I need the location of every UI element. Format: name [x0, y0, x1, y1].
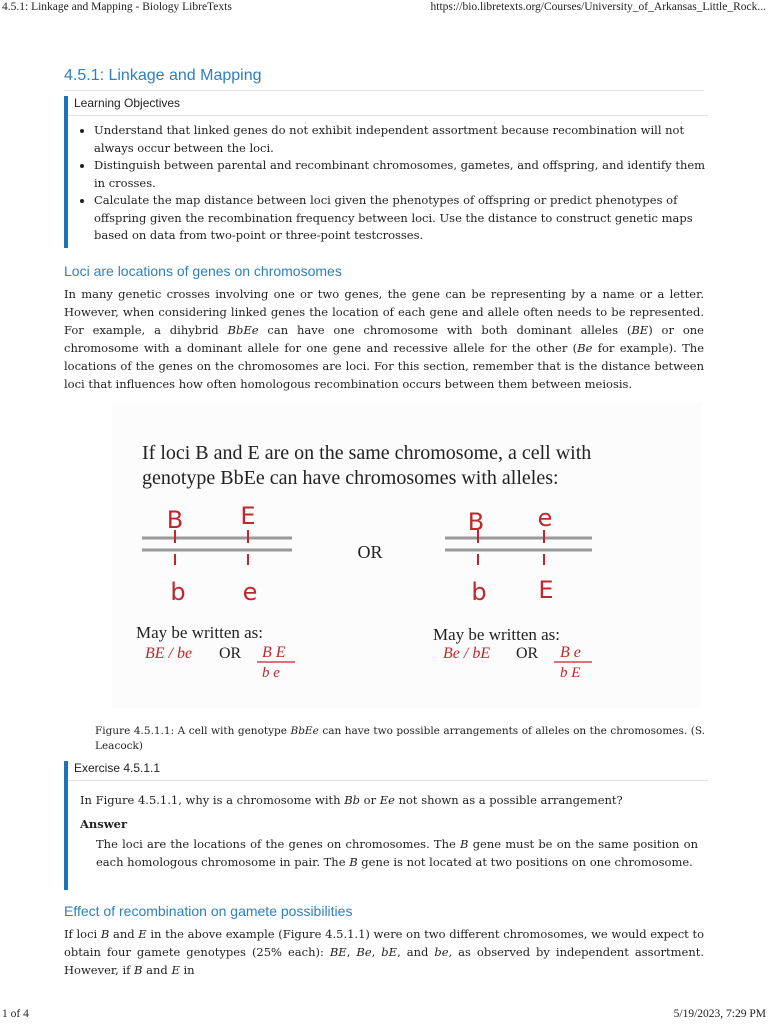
- section-loci-paragraph: [64, 285, 704, 393]
- print-tab-title: 4.5.1: Linkage and Mapping - Biology LibreTexts: [2, 1, 232, 13]
- text: not shown as a possible arrangement?: [394, 793, 623, 807]
- exercise-heading: Exercise 4.5.1.1: [74, 761, 161, 775]
- text: can have two possible arrangements of alleles on the chromosomes. (S. Leacock): [95, 725, 705, 752]
- fraction-top: B E: [262, 644, 286, 661]
- allele-term: B: [460, 837, 469, 851]
- exercise-question: [80, 791, 708, 809]
- genotype-term: be: [434, 945, 449, 959]
- genotype-term: BE: [329, 945, 347, 959]
- allele-label: e: [242, 578, 258, 606]
- title-divider: [64, 90, 704, 91]
- genotype-term: Bb: [344, 793, 360, 807]
- allele-term: B: [100, 927, 110, 941]
- answer-toggle[interactable]: Answer: [80, 817, 128, 831]
- allele-term: B: [349, 855, 358, 869]
- allele-label: b: [471, 578, 487, 606]
- objectives-heading: Learning Objectives: [74, 96, 181, 110]
- notation-or: OR: [219, 645, 242, 662]
- allele-label: E: [538, 576, 554, 604]
- text: ,: [371, 945, 382, 959]
- page-count: 1 of 4: [2, 1008, 29, 1020]
- text: and: [109, 927, 139, 941]
- answer-text: [96, 835, 698, 871]
- written-as-label: May be written as:: [433, 625, 560, 644]
- written-as-label: May be written as:: [136, 623, 263, 642]
- text: In many genetic crosses involving one or two genes, the gene can be representing by a name or a letter. However, when considering linked genes the location of each gene and allele often needs to be represented. For example, a dihybrid: [64, 287, 704, 337]
- text: and: [142, 963, 172, 977]
- right-notation: [433, 625, 592, 681]
- left-notation: [136, 623, 295, 681]
- figure-caption: [95, 724, 705, 754]
- genotype-term: BbEe: [290, 725, 319, 737]
- allele-label: B: [467, 508, 485, 536]
- objectives-list: [68, 122, 708, 245]
- text: , as observed by independent assortment. However, if: [64, 945, 705, 977]
- allele-label: E: [240, 502, 256, 530]
- text: , and: [397, 945, 435, 959]
- fraction-top: B e: [560, 644, 581, 661]
- right-chromosome-pair: [445, 504, 592, 606]
- text: gene must be on the same position on each homologous chromosome in pair. The: [96, 837, 698, 869]
- allele-term: E: [171, 963, 180, 977]
- objective-item: • Calculate the map distance between loci given the phenotypes of offspring or predict phenotypes of offspring given the recombination frequency between loci. Use the distance to construct genetic maps based on data from two-point or three-point testcrosses.: [94, 192, 708, 245]
- allele-label: e: [537, 504, 553, 532]
- genotype-term: bE: [381, 945, 398, 959]
- text: ) or one chromosome with a dominant allele for one gene and recessive allele for the other (: [64, 323, 704, 355]
- genotype-term: Be: [356, 945, 372, 959]
- print-footer: [0, 1008, 768, 1024]
- allele-term: Be: [577, 341, 593, 355]
- figure-line-1: If loci B and E are on the same chromosome, a cell with: [142, 442, 592, 464]
- or-label: OR: [357, 542, 383, 562]
- genotype-term: Ee: [379, 793, 395, 807]
- allele-label: b: [170, 578, 186, 606]
- text: Figure 4.5.1.1: A cell with genotype: [95, 725, 291, 737]
- section-heading-recombination: Effect of recombination on gamete possibilities: [64, 903, 353, 919]
- learning-objectives-box: [64, 96, 708, 248]
- fraction-bottom: b e: [262, 665, 280, 681]
- objective-item: • Understand that linked genes do not exhibit independent assortment because recombination will not always occur between the loci.: [94, 122, 708, 157]
- text: can have one chromosome with both dominant alleles (: [258, 323, 632, 337]
- genotype-term: BbEe: [227, 323, 259, 337]
- text: in the above example (Figure 4.5.1.1) were on two different chromosomes, we would expect to obtain four gamete genotypes (25% each):: [64, 927, 704, 959]
- exercise-divider: [68, 780, 708, 781]
- section-recombination-paragraph: [64, 925, 704, 979]
- inline-notation: BE / be: [145, 645, 193, 662]
- text: in: [179, 963, 195, 977]
- left-chromosome-pair: [142, 502, 292, 606]
- text: If loci: [64, 927, 101, 941]
- text: for example). The locations of the genes on the chromosomes are loci. For this section, remember that is the distance between loci that influences how often homologous recombination occurs between them between meiosis.: [64, 341, 704, 391]
- text: gene is not located at two positions on one chromosome.: [357, 855, 693, 869]
- allele-term: B: [134, 963, 143, 977]
- allele-term: E: [138, 927, 147, 941]
- chromosome-figure: [112, 402, 702, 708]
- allele-label: B: [166, 506, 184, 534]
- text: ,: [346, 945, 357, 959]
- fraction-bottom: b E: [560, 665, 581, 681]
- allele-term: BE: [631, 323, 649, 337]
- notation-or: OR: [516, 645, 539, 662]
- exercise-box: [64, 761, 708, 890]
- objective-item: • Distinguish between parental and recombinant chromosomes, gametes, and offspring, and identify them in crosses.: [94, 157, 708, 192]
- print-url[interactable]: https://bio.libretexts.org/Courses/University_of_Arkansas_Little_Rock...: [430, 1, 766, 13]
- section-heading-loci: Loci are locations of genes on chromosomes: [64, 263, 342, 279]
- objectives-divider: [68, 115, 708, 116]
- figure-line-2: genotype BbEe can have chromosomes with alleles:: [142, 467, 559, 489]
- text: or: [360, 793, 380, 807]
- print-datetime: 5/19/2023, 7:29 PM: [673, 1008, 766, 1020]
- inline-notation: Be / bE: [443, 645, 491, 662]
- print-header: [0, 0, 768, 16]
- text: The loci are the locations of the genes on chromosomes. The: [96, 837, 461, 851]
- page-title: 4.5.1: Linkage and Mapping: [64, 67, 262, 84]
- text: In Figure 4.5.1.1, why is a chromosome with: [80, 793, 345, 807]
